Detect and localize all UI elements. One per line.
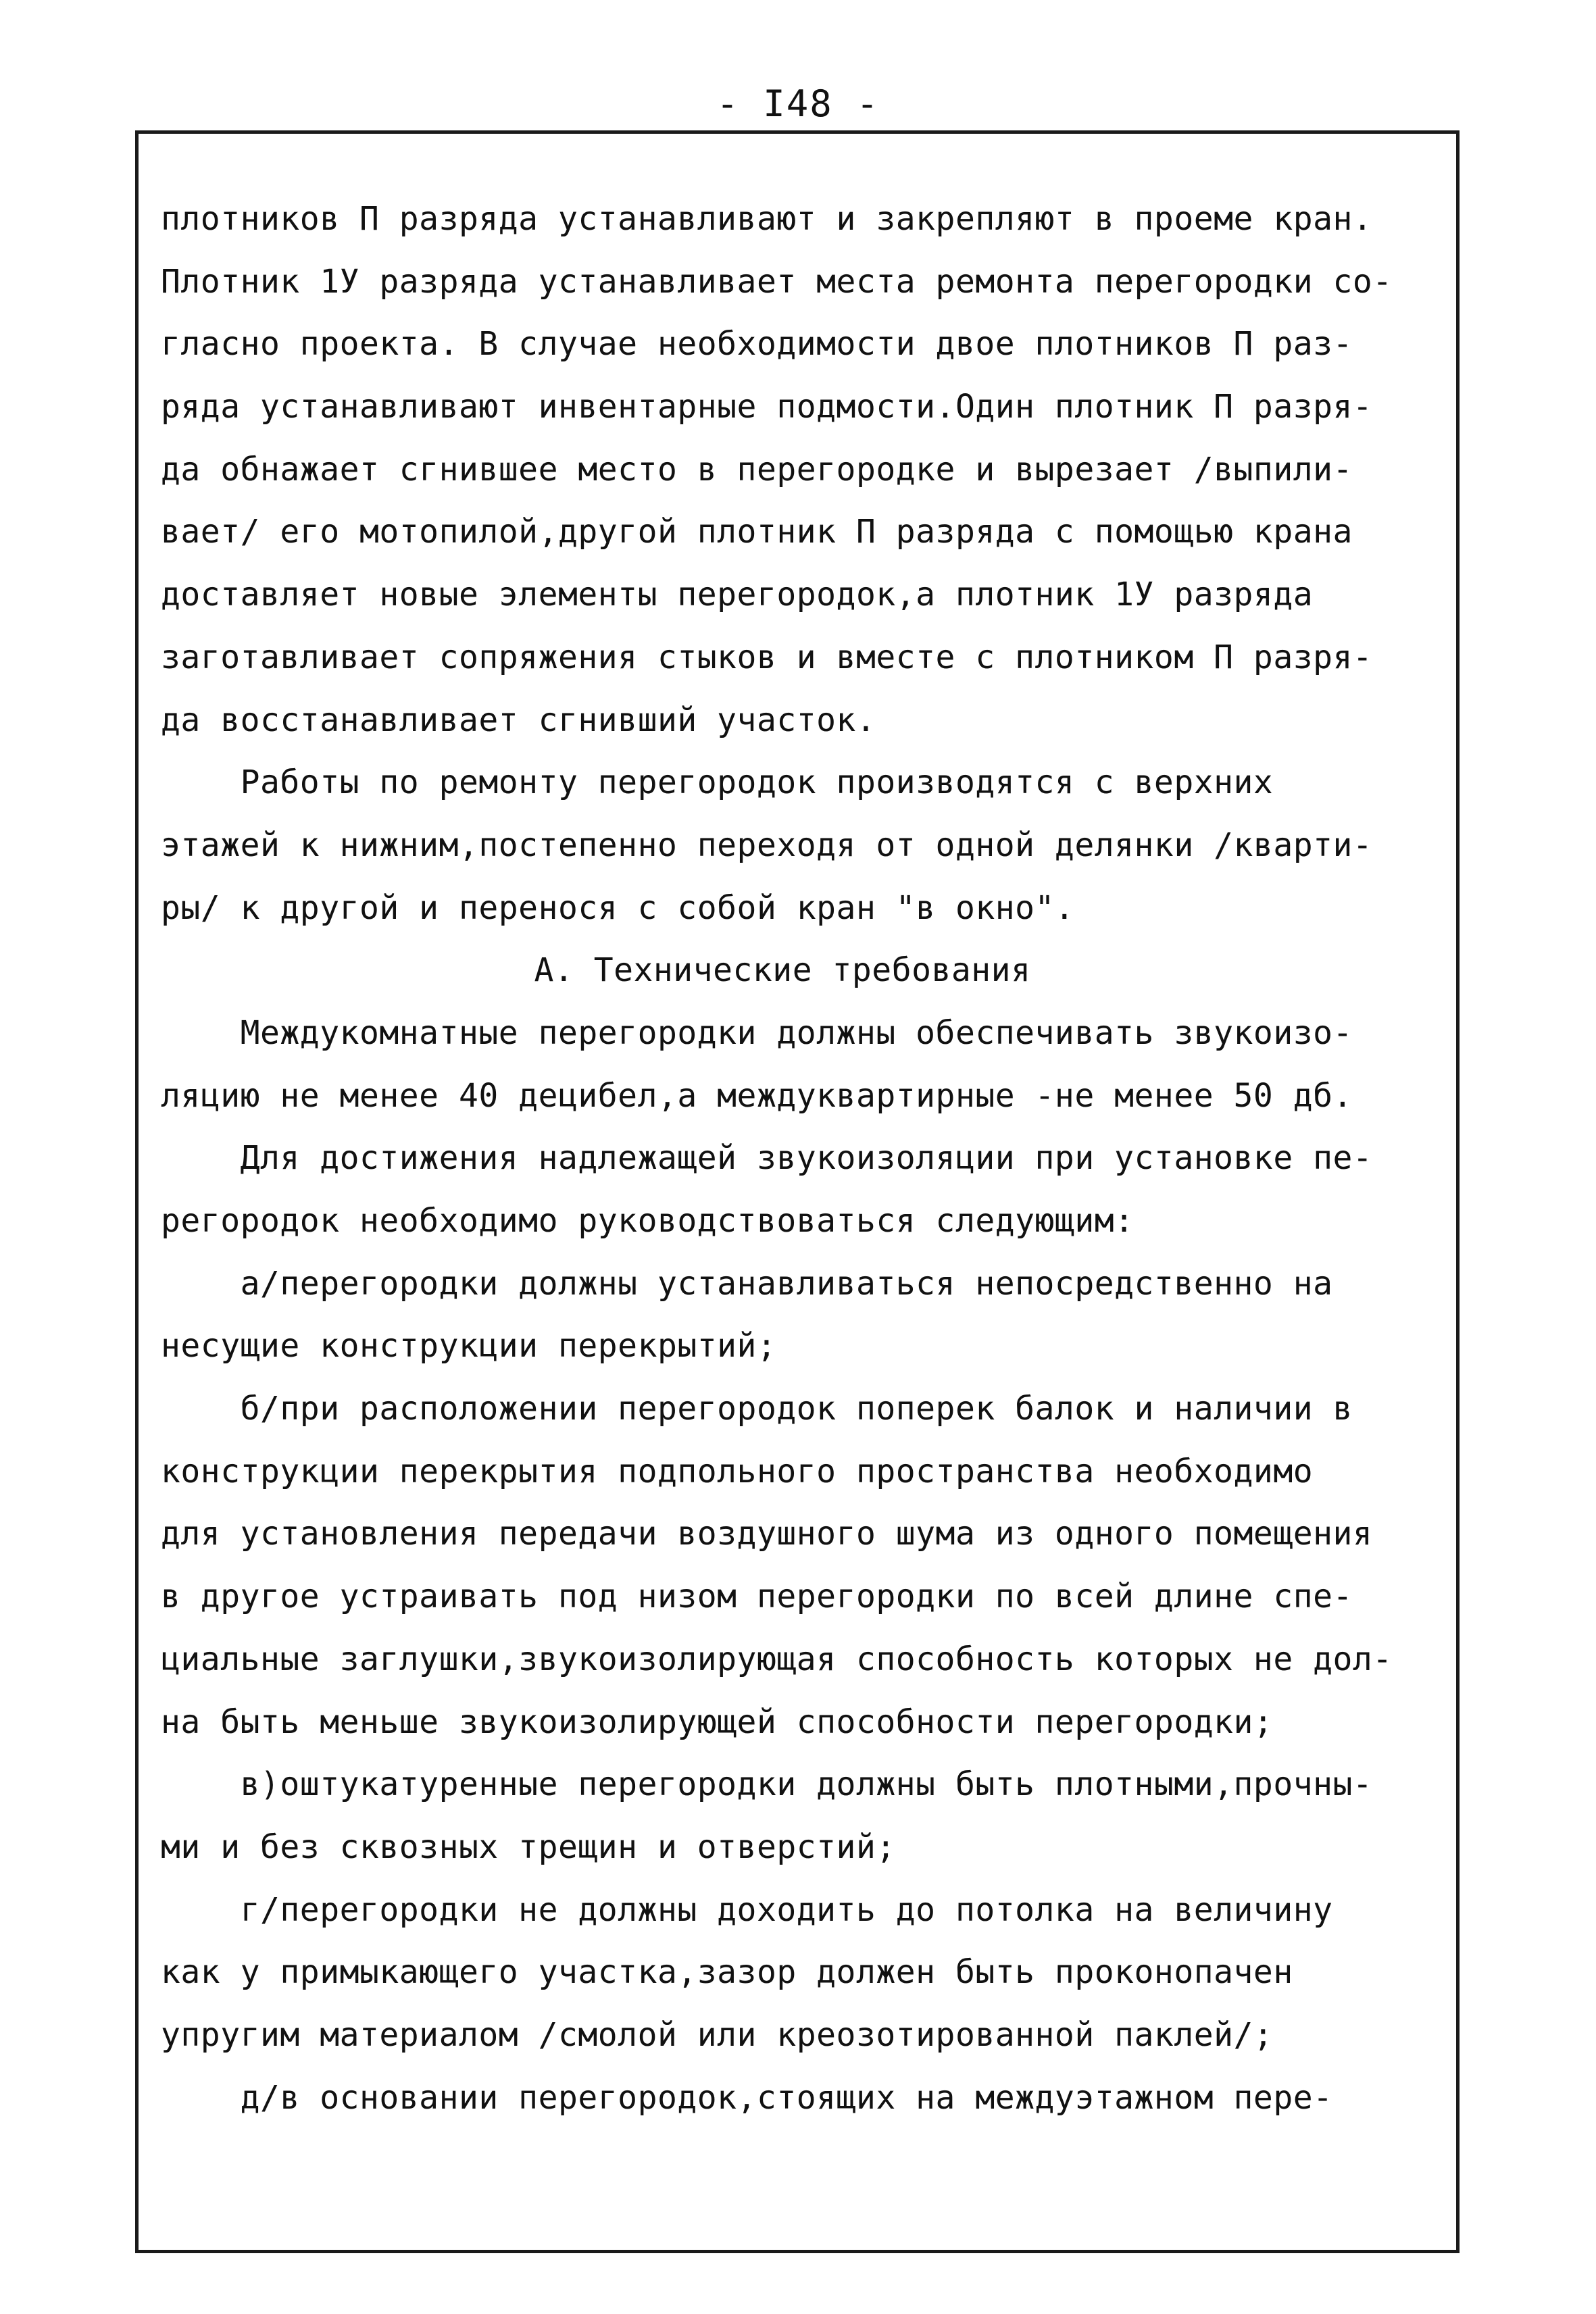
text-line: ры/ к другой и перенося с собой кран "в окно". [161,888,1075,927]
text-line: заготавливает сопряжения стыков и вместе с плотником П разря- [161,638,1373,676]
text-line: да обнажает сгнившее место в перегородке и вырезает /выпили- [161,450,1353,488]
text-line: ми и без сквозных трещин и отверстий; [161,1828,896,1866]
text-line: ряда устанавливают инвентарные подмости.Один плотник П разря- [161,388,1373,426]
text-line: б/при расположении перегородок поперек балок и наличии в [161,1390,1353,1428]
text-line: г/перегородки не должны доходить до потолка на величину [161,1890,1333,1929]
text-line: д/в основании перегородок,стоящих на междуэтажном пере- [161,2078,1333,2117]
text-line: на быть меньше звукоизолирующей способности перегородки; [161,1703,1274,1741]
text-line: Междукомнатные перегородки должны обеспечивать звукоизо- [161,1013,1353,1052]
text-line: регородок необходимо руководствоваться следующим: [161,1202,1134,1240]
text-line: циальные заглушки,звукоизолирующая способность которых не дол- [161,1640,1393,1678]
text-line: несущие конструкции перекрытий; [161,1327,777,1365]
section-heading: А. Технические требования [534,951,1031,990]
text-line: Для достижения надлежащей звукоизоляции при установке пе- [161,1139,1373,1178]
text-line: гласно проекта. В случае необходимости двое плотников П раз- [161,325,1353,363]
text-line: плотников П разряда устанавливают и закрепляют в проеме кран. [161,200,1373,238]
text-line: а/перегородки должны устанавливаться непосредственно на [161,1264,1333,1303]
text-line: ляцию не менее 40 децибел,а междуквартирные -не менее 50 дб. [161,1076,1353,1115]
text-line: в)оштукатуренные перегородки должны быть плотными,прочны- [161,1765,1373,1804]
text-line: Плотник 1У разряда устанавливает места ремонта перегородки со- [161,262,1393,301]
text-line: вает/ его мотопилой,другой плотник П разряда с помощью крана [161,513,1353,551]
text-line: для установления передачи воздушного шума из одного помещения [161,1515,1373,1553]
text-line: доставляет новые элементы перегородок,а плотник 1У разряда [161,576,1314,614]
text-line: в другое устраивать под низом перегородки по всей длине спе- [161,1578,1353,1616]
text-line: упругим материалом /смолой или креозотированной паклей/; [161,2015,1274,2054]
text-line: как у примыкающего участка,зазор должен быть проконопачен [161,1953,1293,1992]
text-line: конструкции перекрытия подпольного пространства необходимо [161,1452,1314,1490]
text-line: Работы по ремонту перегородок производятся с верхних [161,763,1274,802]
document-body [161,188,1445,2129]
text-line: да восстанавливает сгнивший участок. [161,701,876,739]
page-number: - I48 - [716,82,880,125]
text-line: этажей к нижним,постепенно переходя от одной делянки /кварти- [161,826,1373,864]
